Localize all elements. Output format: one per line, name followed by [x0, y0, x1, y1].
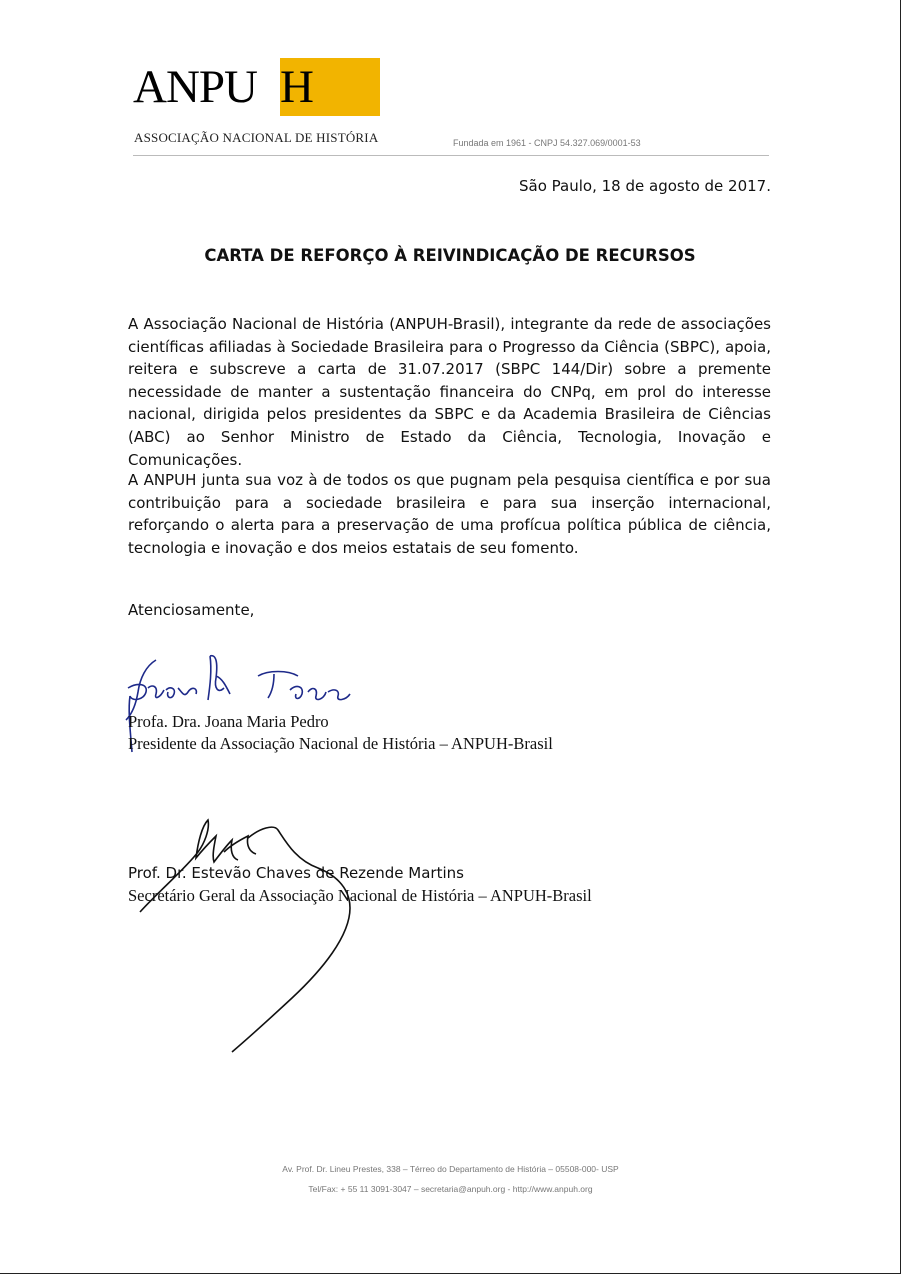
letter-date: São Paulo, 18 de agosto de 2017.: [519, 177, 771, 195]
signer-2-role: Secretário Geral da Associação Nacional de História – ANPUH-Brasil: [128, 886, 592, 905]
signer-1-role: Presidente da Associação Nacional de História – ANPUH-Brasil: [128, 734, 553, 753]
signer-1-name: Profa. Dra. Joana Maria Pedro: [128, 712, 329, 731]
logo-main-text: ANPU: [133, 61, 257, 113]
body-paragraph-1: A Associação Nacional de História (ANPUH-Brasil), integrante da rede de associações científicas afiliadas à Sociedade Brasileira para o Progresso da Ciência (SBPC), apoia, reitera e subscreve a carta de 31.07.2017 (SBPC 144/Dir) sobre a premente necessidade de manter a sustentação financeira do CNPq, em prol do interesse nacional, dirigida pelos presidentes da SBPC e da Academia Brasileira de Ciências (ABC) ao Senhor Ministro de Estado da Ciência, Tecnologia, Inovação e Comunicações.: [128, 315, 771, 469]
signature-estevao-martins: [128, 812, 388, 1057]
logo-accent-letter: H: [280, 61, 314, 113]
letter-title: CARTA DE REFORÇO À REIVINDICAÇÃO DE RECURSOS: [204, 246, 696, 265]
closing-salutation: Atenciosamente,: [128, 601, 255, 619]
signer-2-name: Prof. Dr. Estevão Chaves de Rezende Martins: [128, 864, 464, 882]
founded-info: Fundada em 1961 - CNPJ 54.327.069/0001-53: [453, 138, 641, 148]
association-name: ASSOCIAÇÃO NACIONAL DE HISTÓRIA: [134, 130, 379, 145]
footer-address: Av. Prof. Dr. Lineu Prestes, 338 – Térreo do Departamento de História – 05508-000- USP: [282, 1164, 619, 1174]
header-divider: [133, 155, 769, 156]
anpuh-logo: [133, 58, 383, 118]
footer-contact: Tel/Fax: + 55 11 3091-3047 – secretaria@anpuh.org - http://www.anpuh.org: [308, 1184, 593, 1194]
body-paragraph-2: A ANPUH junta sua voz à de todos os que pugnam pela pesquisa científica e por sua contribuição para a sociedade brasileira e para sua inserção internacional, reforçando o alerta para a preservação de uma profícua política pública de ciência, tecnologia e inovação e dos meios estatais de seu fomento.: [128, 471, 771, 557]
